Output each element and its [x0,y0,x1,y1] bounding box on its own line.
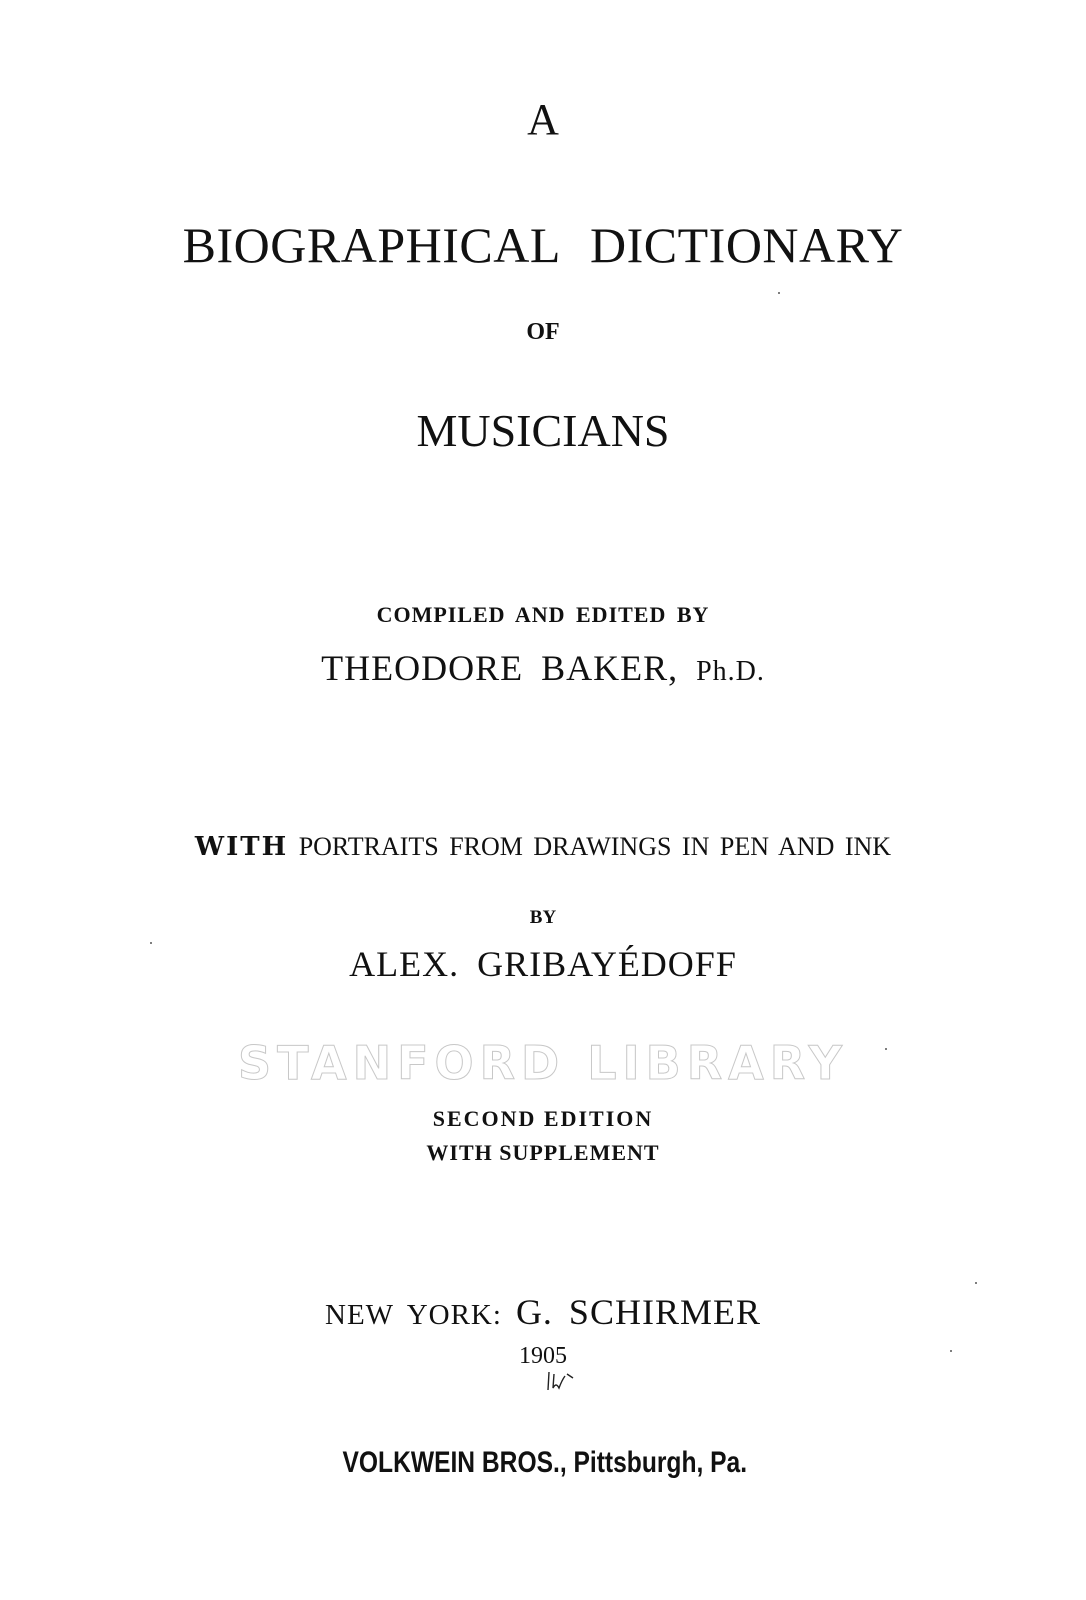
illustrator-name: ALEX. GRIBAYÉDOFF [349,944,737,984]
paper-speck [950,1350,952,1352]
portraits-lead: WITH [194,832,289,862]
imprint-publisher: G. SCHIRMER [515,1292,761,1332]
edition-line: SECOND EDITION [432,1106,654,1131]
title-subject: MUSICIANS [416,405,670,456]
portraits-rest: PORTRAITS FROM DRAWINGS IN PEN AND INK [298,832,892,861]
portraits-line [0,834,1086,860]
author-degree: Ph.D. [696,656,765,687]
binder-stamp: VOLKWEIN BROS., Pittsburgh, Pa. [342,1446,748,1479]
title-article: A [527,95,559,144]
paper-speck [975,1282,977,1284]
imprint-line [0,1294,1086,1330]
supplement-line: WITH SUPPLEMENT [426,1140,660,1165]
by-line: BY [529,907,557,928]
publication-year: 1905 [519,1343,567,1369]
library-perforated-stamp: STANFORD LIBRARY [238,1036,848,1090]
author-name: THEODORE BAKER, [321,648,679,688]
paper-speck [885,1048,887,1050]
imprint-place: NEW YORK: [325,1299,502,1331]
title-of: OF [526,319,560,345]
paper-speck [150,942,152,944]
paper-speck [778,292,780,294]
compiled-by-line: COMPILED AND EDITED BY [376,602,710,627]
author-line [0,650,1086,686]
handwritten-mark [543,1368,583,1396]
title-main: BIOGRAPHICAL DICTIONARY [182,217,904,273]
